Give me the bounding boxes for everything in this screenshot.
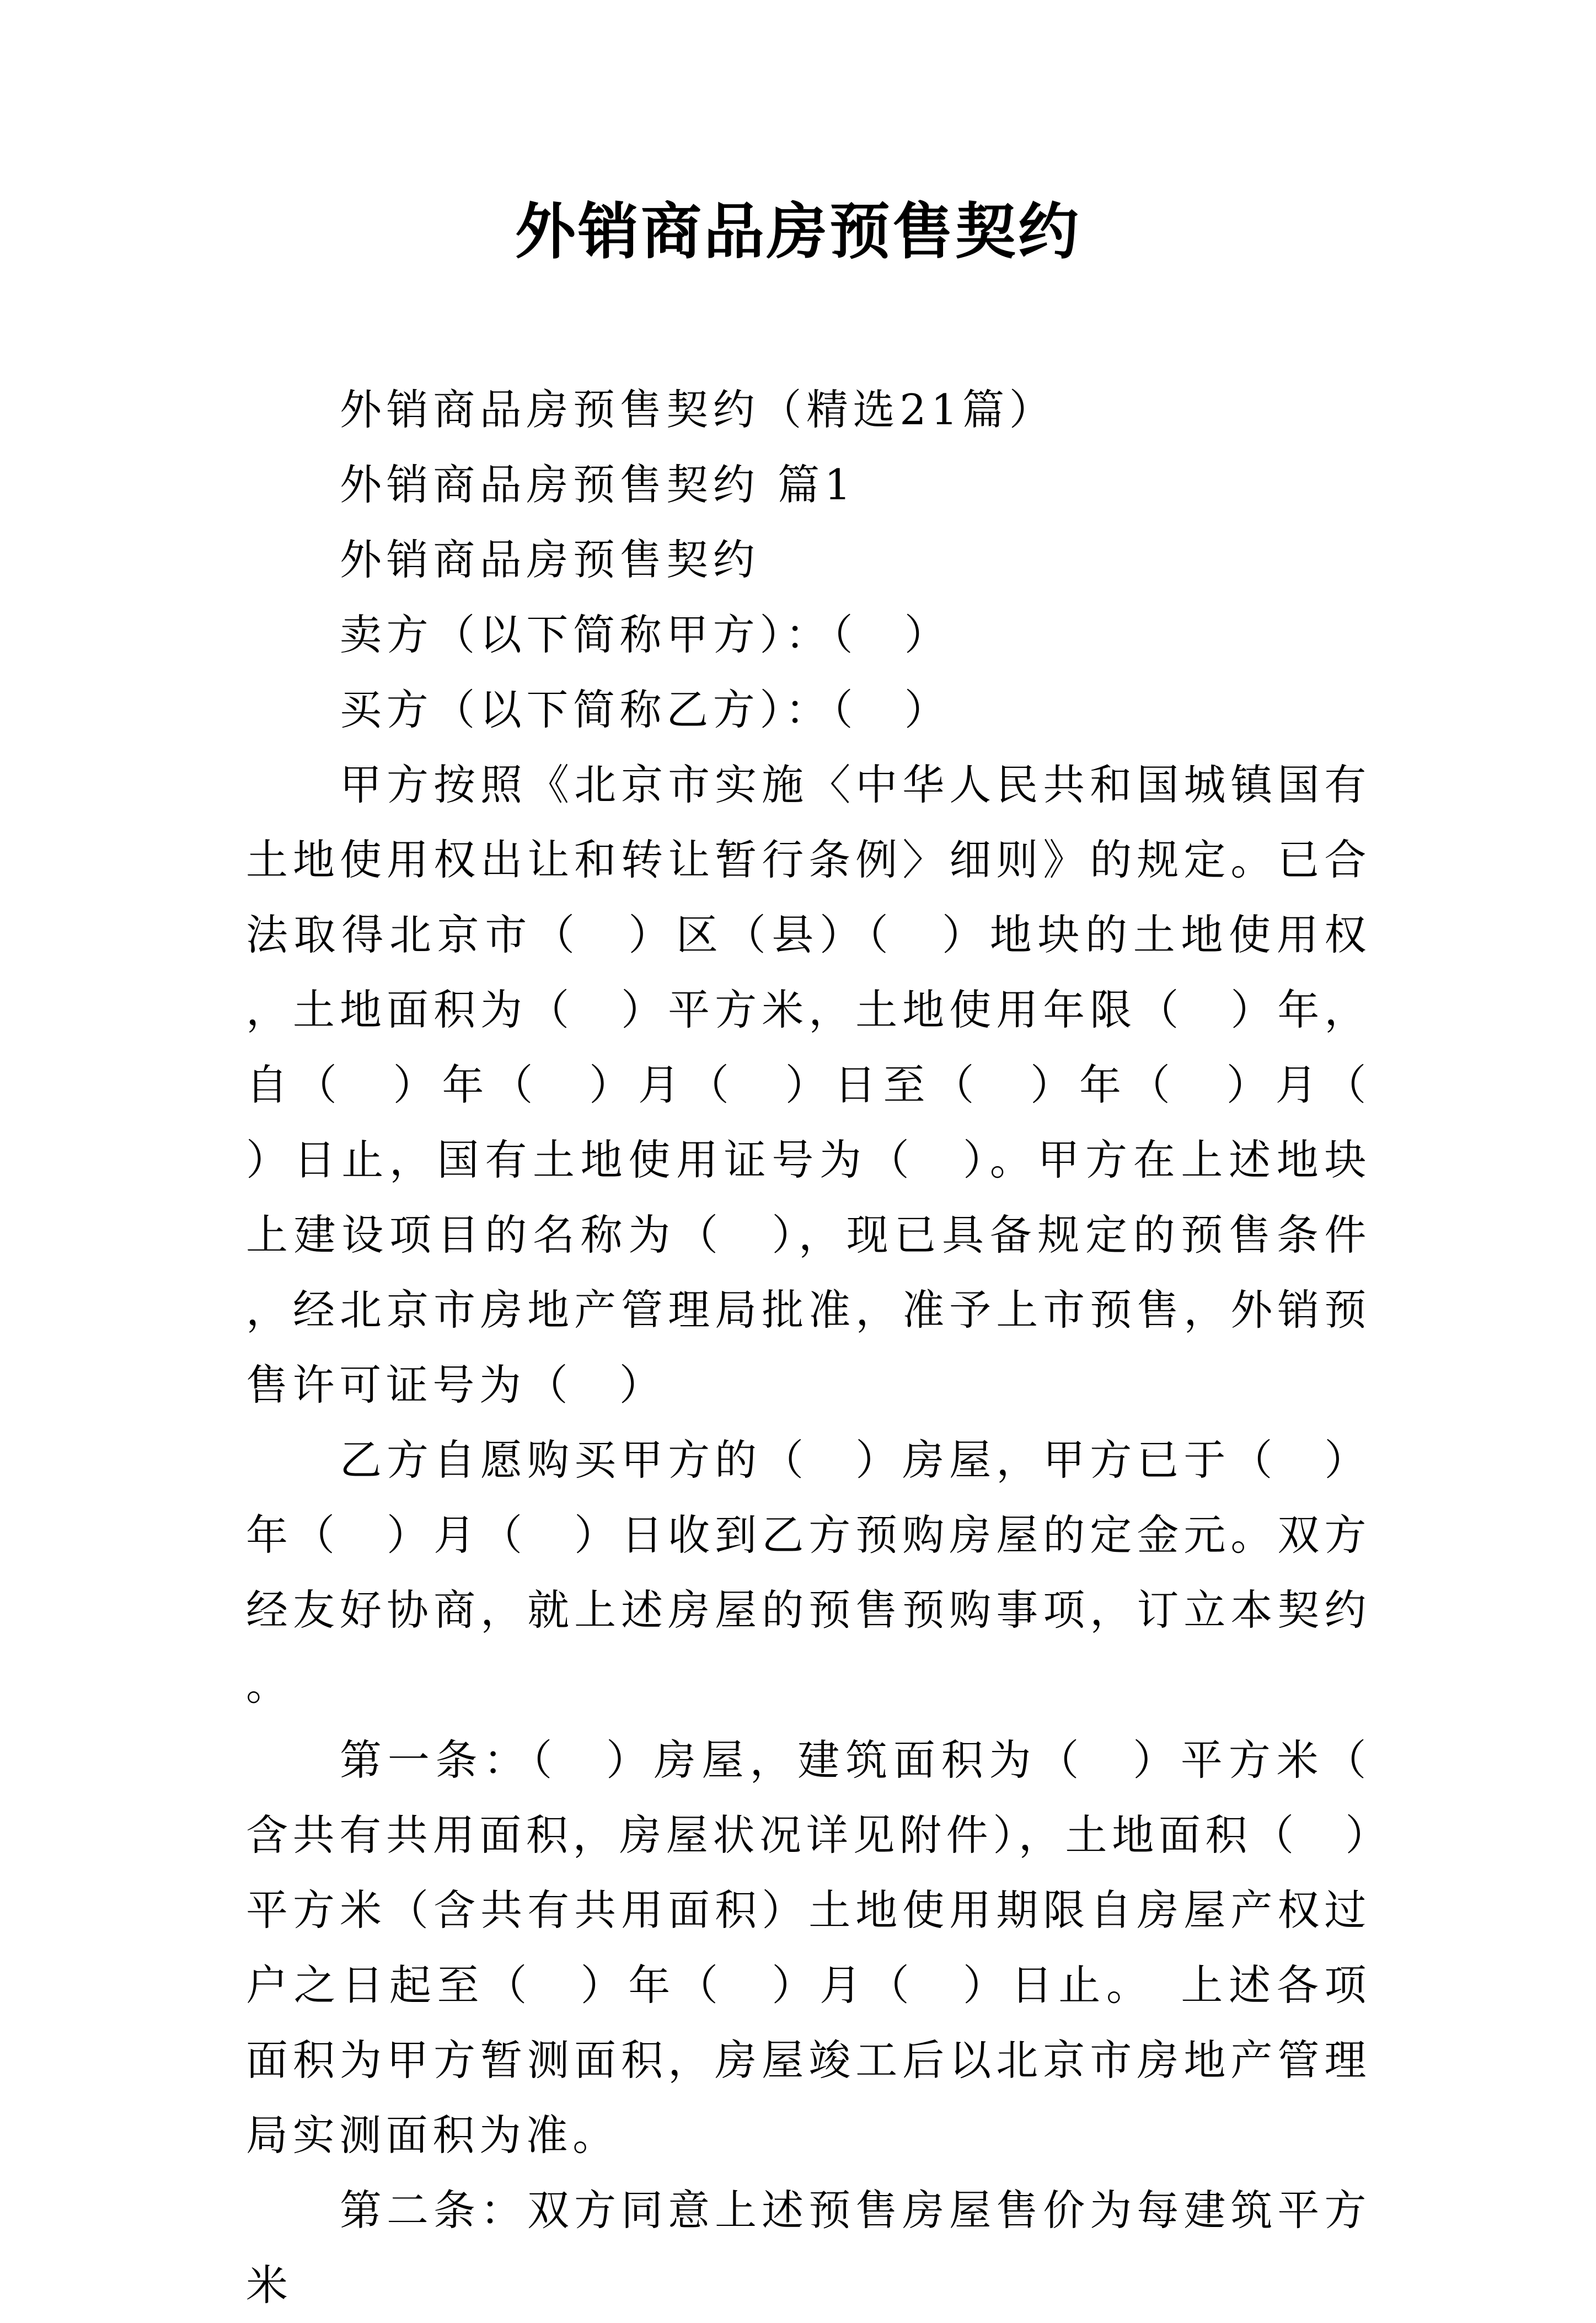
document-body — [246, 372, 1418, 2323]
article-two-paragraph: 第二条：双方同意上述预售房屋售价为每建筑平方米 — [246, 2186, 1371, 2310]
collection-heading: 外销商品房预售契约（精选21篇） — [340, 385, 1056, 434]
purchase-paragraph: 乙方自愿购买甲方的（ ）房屋，甲方已于（ ）年（ ）月（ ）日收到乙方预购房屋的定金元。双方经友好协商，就上述房屋的预售预购事项，订立本契约。 — [246, 1435, 1371, 1710]
article-heading: 外销商品房预售契约 篇1 — [340, 460, 856, 509]
preamble-paragraph: 甲方按照《北京市实施〈中华人民共和国城镇国有土地使用权出让和转让暂行条例〉细则》的规定。已合法取得北京市（ ）区（县）（ ）地块的土地使用权，土地面积为（ ）平方米，土地使用年限（ ）年，自（ ）年（ ）月（ ）日至（ ）年（ ）月（ ）日止，国有土地使用证号为（ ）。甲方在上述地块上建设项目的名称为（ ），现已具备规定的预售条件，经北京市房地产管理局批准，准予上市预售，外销预售许可证号为（ ） — [246, 760, 1418, 1409]
document-title: 外销商品房预售契约 — [515, 196, 1081, 267]
seller-line: 卖方（以下简称甲方）：（ ） — [340, 610, 951, 659]
article-one-paragraph: 第一条：（ ）房屋，建筑面积为（ ）平方米（含共有共用面积，房屋状况详见附件），土地面积（ ）平方米（含共有共用面积）土地使用期限自房屋产权过户之日起至（ ）年（ ）月（ ）日止。 上述各项面积为甲方暂测面积，房屋竣工后以北京市房地产管理局实测面积为准。 — [246, 1735, 1371, 2160]
contract-name: 外销商品房预售契约 — [340, 535, 760, 584]
buyer-line: 买方（以下简称乙方）：（ ） — [340, 685, 951, 734]
